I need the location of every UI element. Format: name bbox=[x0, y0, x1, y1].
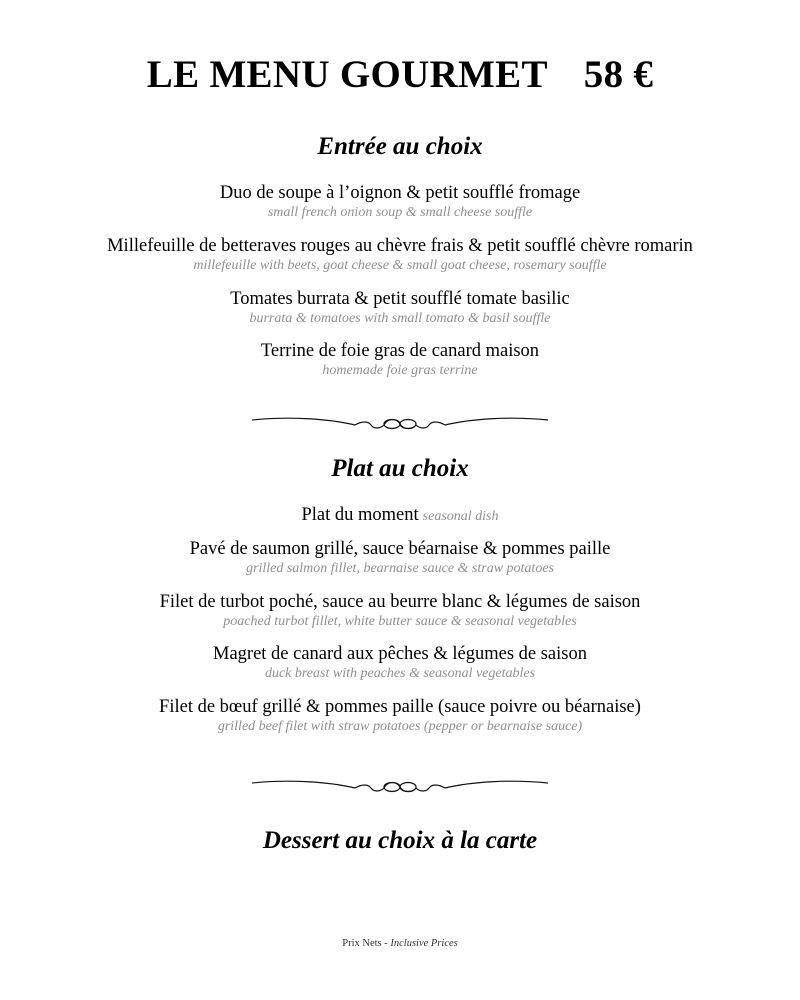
entree-item bbox=[0, 340, 800, 380]
dish-name-fr: Millefeuille de betteraves rouges au chèvre frais & petit soufflé chèvre romarin bbox=[107, 236, 693, 256]
dish-name-fr: Duo de soupe à l’oignon & petit soufflé fromage bbox=[219, 183, 581, 203]
dish-name-en: millefeuille with beets, goat cheese & small goat cheese, rosemary souffle bbox=[193, 258, 607, 273]
plat-item bbox=[0, 591, 800, 631]
entree-item bbox=[0, 235, 800, 275]
plat-item bbox=[0, 696, 800, 736]
entree-item bbox=[0, 288, 800, 328]
plat-item bbox=[0, 538, 800, 578]
dish-name-en: homemade foie gras terrine bbox=[322, 363, 478, 378]
dish-name-en: grilled beef filet with straw potatoes (pepper or bearnaise sauce) bbox=[217, 719, 583, 734]
dish-name-fr: Pavé de saumon grillé, sauce béarnaise & pommes paille bbox=[189, 539, 611, 559]
plat-item bbox=[0, 643, 800, 683]
footer-label-italic: Inclusive Prices bbox=[390, 938, 458, 949]
entree-heading: Entrée au choix bbox=[317, 133, 483, 160]
dessert-heading: Dessert au choix à la carte bbox=[262, 827, 538, 854]
dish-name-en: seasonal dish bbox=[422, 509, 499, 524]
footer-note bbox=[0, 938, 800, 949]
dish-name-fr: Filet de turbot poché, sauce au beurre blanc & légumes de saison bbox=[159, 592, 641, 612]
ornamental-divider-icon bbox=[250, 411, 550, 435]
dish-name-en: grilled salmon fillet, bearnaise sauce & straw potatoes bbox=[246, 561, 554, 576]
dish-name-fr: Filet de bœuf grillé & pommes paille (sauce poivre ou béarnaise) bbox=[159, 697, 641, 717]
dish-name-fr: Plat du moment bbox=[301, 505, 419, 525]
menu-price: 58 € bbox=[583, 53, 654, 96]
dish-name-en: poached turbot fillet, white butter sauce & seasonal vegetables bbox=[223, 614, 577, 629]
plat-item bbox=[0, 504, 800, 526]
dish-name-fr: Terrine de foie gras de canard maison bbox=[260, 341, 540, 361]
plat-heading: Plat au choix bbox=[331, 455, 469, 482]
menu-title-text: LE MENU GOURMET bbox=[146, 53, 548, 96]
dish-name-en: burrata & tomatoes with small tomato & basil souffle bbox=[249, 311, 551, 326]
ornamental-divider-icon bbox=[250, 774, 550, 798]
footer-label: Prix Nets - bbox=[342, 938, 391, 949]
dish-name-fr: Tomates burrata & petit soufflé tomate basilic bbox=[230, 289, 570, 309]
dish-name-en: duck breast with peaches & seasonal vegetables bbox=[264, 666, 536, 681]
dish-name-en: small french onion soup & small cheese souffle bbox=[267, 205, 533, 220]
entree-item bbox=[0, 182, 800, 222]
menu-title bbox=[0, 52, 800, 98]
dish-name-fr: Magret de canard aux pêches & légumes de saison bbox=[213, 644, 587, 664]
